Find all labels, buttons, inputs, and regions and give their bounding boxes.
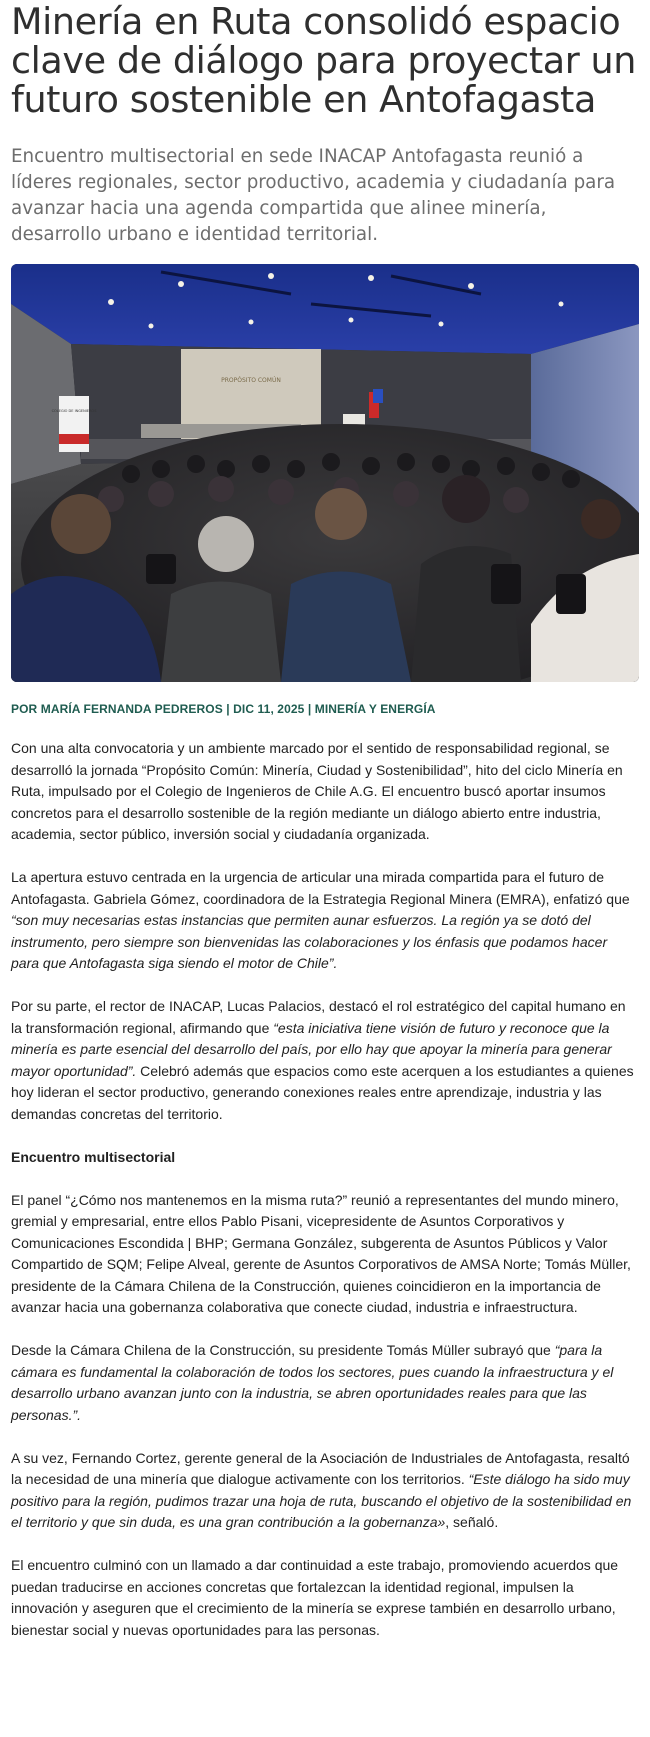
byline-date: DIC 11, 2025: [233, 702, 305, 716]
article-title: Minería en Ruta consolidó espacio clave de diálogo para proyectar un futuro sostenible en Antofagasta: [11, 0, 637, 121]
paragraph: El panel “¿Cómo nos mantenemos en la misma ruta?” reunió a representantes del mundo minero, gremial y empresarial, entre ellos Pablo Pisani, vicepresidente de Asuntos Corporativos y Comunicaciones Escondida | BHP; Germana González, subgerenta de Asuntos Públicos y Valor Compartido de SQM; Felipe Alveal, gerente de Asuntos Corporativos de AMSA Norte; Tomás Müller, presidente de la Cámara Chilena de la Construcción, quienes coincidieron en la importancia de avanzar hacia una gobernanza colaborativa que conecte ciudad, industria e infraestructura.: [11, 1191, 631, 1315]
paragraph-text: Celebró además que espacios como este acerquen a los estudiantes a quienes hoy lideran el sector productivo, generando conexiones reales entre aprendizaje, industria y las demandas concretas del territorio.: [11, 1062, 634, 1122]
article-body: [11, 738, 639, 1641]
article-subtitle: Encuentro multisectorial en sede INACAP Antofagasta reunió a líderes regionales, sector productivo, academia y ciudadanía para avanzar hacia una agenda compartida que alinee minería, desarrollo urbano e identidad territorial.: [11, 146, 616, 245]
article: [0, 2, 650, 1641]
quote: “Este diálogo ha sido muy positivo para la región, pudimos trazar una hoja de ruta, buscando el objetivo de la sostenibilidad en el territorio y que sin duda, es una gran contribución a la gobernanza»: [11, 1471, 632, 1530]
paragraph-text: La apertura estuvo centrada en la urgencia de articular una mirada compartida para el futuro de Antofagasta. Gabriela Gómez, coordinadora de la Estrategia Regional Minera (EMRA), enfatizó que: [11, 869, 630, 907]
byline-category[interactable]: MINERÍA Y ENERGÍA: [314, 702, 436, 716]
paragraph-text: A su vez, Fernando Cortez, gerente general de la Asociación de Industriales de Antofagasta, resaltó la necesidad de una minería que dialogue activamente con los territorios.: [11, 1449, 630, 1487]
quote: “esta iniciativa tiene visión de futuro y reconoce que la minería es parte esencial del desarrollo del país, por ello hay que apoyar la minería para generar mayor oportunidad”.: [11, 1019, 612, 1079]
byline-separator: |: [222, 702, 234, 716]
paragraph-text: Por su parte, el rector de INACAP, Lucas Palacios, destacó el rol estratégico del capital humano en la transformación regional, afirmando que: [11, 998, 626, 1036]
paragraph: [11, 867, 639, 975]
byline-separator: |: [304, 702, 315, 716]
hero-image: [11, 264, 639, 682]
paragraph: [11, 996, 639, 1125]
quote: “para la cámara es fundamental la colaboración de todos los sectores, pues cuando la infraestructura y el desarrollo urbano avanzan junto con la industria, se abren oportunidades reales para que las personas.”.: [11, 1342, 614, 1423]
paragraph: Con una alta convocatoria y un ambiente marcado por el sentido de responsabilidad regional, se desarrolló la jornada “Propósito Común: Minería, Ciudad y Sostenibilidad”, hito del ciclo Minería en Ruta, impulsado por el Colegio de Ingenieros de Chile A.G. El encuentro buscó aportar insumos concretos para el desarrollo sostenible de la región mediante un diálogo abierto entre industria, academia, sector público, inversión social y ciudadanía organizada.: [11, 740, 623, 842]
quote: “son muy necesarias estas instancias que permiten aunar esfuerzos. La región ya se dotó del instrumento, pero siempre son bienvenidas las colaboraciones y los énfasis que podamos hacer para que Antofagasta siga siendo el motor de Chile”.: [11, 912, 608, 971]
article-byline: [11, 702, 639, 716]
paragraph-text: Desde la Cámara Chilena de la Construcción, su presidente Tomás Müller subrayó que: [11, 1342, 555, 1358]
byline-author[interactable]: POR MARÍA FERNANDA PEDREROS: [11, 702, 223, 716]
paragraph: [11, 1448, 639, 1534]
paragraph: [11, 1340, 639, 1426]
svg-text:PROPÓSITO COMÚN: PROPÓSITO COMÚN: [221, 377, 281, 384]
paragraph: El encuentro culminó con un llamado a dar continuidad a este trabajo, promoviendo acuerdos que puedan traducirse en acciones concretas que fortalezcan la identidad regional, impulsen la innovación y aseguren que el crecimiento de la minería se exprese también en desarrollo urbano, bienestar social y nuevas oportunidades para las personas.: [11, 1557, 619, 1638]
paragraph-text: , señaló.: [445, 1514, 499, 1530]
section-heading: Encuentro multisectorial: [11, 1148, 176, 1165]
svg-text:COLEGIO DE INGENIEROS: COLEGIO DE INGENIEROS: [51, 409, 97, 413]
